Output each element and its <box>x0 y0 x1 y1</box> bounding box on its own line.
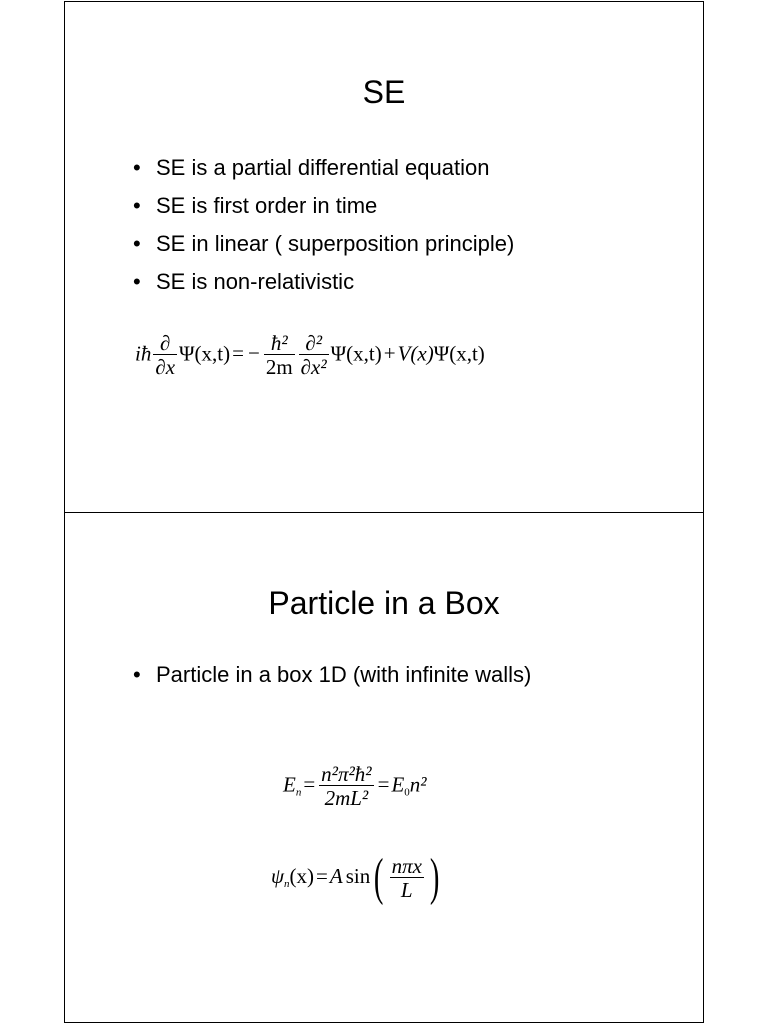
eq-prefix: iħ <box>135 341 152 366</box>
sin-function: sin <box>345 863 371 888</box>
sin-argument-fraction <box>390 855 424 902</box>
psi-term: Ψ(x,t) <box>330 341 382 366</box>
energy-equation <box>283 763 427 810</box>
frac-numerator: n²π²ħ² <box>321 762 372 786</box>
energy-fraction <box>319 763 373 810</box>
bullet-list <box>133 149 514 301</box>
equals-sign: = <box>316 863 328 888</box>
plus-sign: + <box>383 341 396 366</box>
frac-numerator: ∂ <box>160 331 171 355</box>
argument: (x) <box>289 863 315 888</box>
n-squared: n² <box>409 772 427 797</box>
frac-denominator: L <box>390 877 424 902</box>
slide-particle-in-box <box>64 512 704 1023</box>
energy-symbol: E <box>283 772 296 797</box>
bullet-item: • Particle in a box 1D (with infinite walls) <box>133 656 531 694</box>
subscript: 0 <box>404 786 410 799</box>
frac-denominator: ∂x² <box>300 355 327 379</box>
psi-term: Ψ(x,t) <box>433 341 485 366</box>
subscript: n <box>284 877 290 890</box>
potential-term: V(x) <box>397 341 434 366</box>
subscript: n <box>295 786 302 799</box>
amplitude: A <box>329 863 343 888</box>
bullet-list <box>133 656 531 694</box>
equals-sign: = <box>377 772 390 797</box>
psi-symbol: ψ <box>271 863 285 888</box>
minus-sign: − <box>247 341 260 366</box>
frac-denominator: 2mL² <box>319 785 373 810</box>
frac-numerator: ∂² <box>305 331 322 355</box>
frac-denominator: ∂x <box>155 355 176 379</box>
equals-sign: = <box>303 772 316 797</box>
energy-symbol: E <box>391 772 405 797</box>
frac-numerator: nπx <box>391 853 422 878</box>
bullet-item: • SE in linear ( superposition principle) <box>133 225 514 263</box>
slide-title: Particle in a Box <box>268 585 500 621</box>
bullet-item: • SE is a partial differential equation <box>133 149 514 187</box>
frac-denominator: 2m <box>265 355 293 379</box>
partial-x-fraction <box>153 332 177 379</box>
slide-se <box>64 1 704 513</box>
close-paren: ) <box>429 849 440 906</box>
frac-numerator: ħ² <box>270 331 288 355</box>
equals-sign: = <box>232 341 244 366</box>
second-derivative-fraction <box>299 332 329 379</box>
bullet-item: • SE is non-relativistic <box>133 263 514 301</box>
slide-title: SE <box>362 74 406 110</box>
psi-term: Ψ(x,t) <box>179 341 231 366</box>
kinetic-fraction <box>264 332 295 379</box>
bullet-item: • SE is first order in time <box>133 187 514 225</box>
open-paren: ( <box>374 849 384 906</box>
schrodinger-equation <box>135 332 485 379</box>
wavefunction-equation <box>271 849 443 906</box>
